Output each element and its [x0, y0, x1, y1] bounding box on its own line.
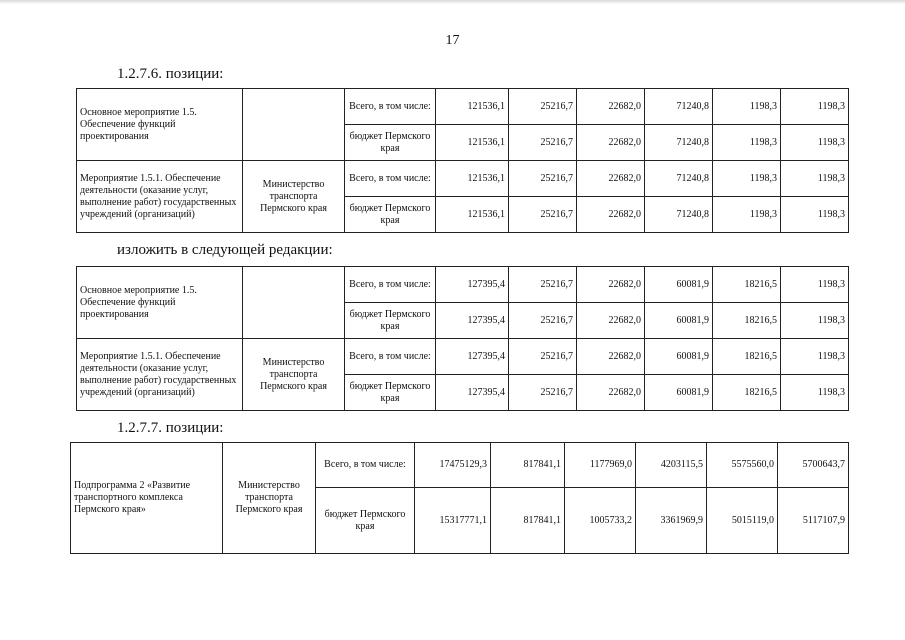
value-cell: 1198,3: [781, 339, 849, 375]
value-cell: 1198,3: [781, 125, 849, 161]
row-name: Основное мероприятие 1.5. Обеспечение функций проектирования: [77, 89, 243, 161]
row-responsible: Министерство транспорта Пермского края: [223, 443, 316, 554]
value-cell: 121536,1: [436, 197, 509, 233]
value-cell: 4203115,5: [636, 443, 707, 488]
value-cell: 22682,0: [577, 197, 645, 233]
value-cell: 121536,1: [436, 125, 509, 161]
value-cell: 22682,0: [577, 267, 645, 303]
row-name: Мероприятие 1.5.1. Обеспечение деятельности (оказание услуг, выполнение работ) государственных учреждений (организаций): [77, 339, 243, 411]
value-cell: 18216,5: [713, 267, 781, 303]
source-label: бюджет Пермского края: [316, 488, 415, 554]
value-cell: 1198,3: [713, 197, 781, 233]
value-cell: 1198,3: [781, 89, 849, 125]
row-name: Мероприятие 1.5.1. Обеспечение деятельности (оказание услуг, выполнение работ) государственных учреждений (организаций): [77, 161, 243, 233]
row-responsible: [243, 267, 345, 339]
value-cell: 22682,0: [577, 161, 645, 197]
source-label: Всего, в том числе:: [345, 161, 436, 197]
heading-new-edition: изложить в следующей редакции:: [117, 242, 333, 258]
value-cell: 22682,0: [577, 339, 645, 375]
table-subprogram: [70, 442, 849, 554]
source-label: Всего, в том числе:: [345, 339, 436, 375]
heading-1-2-7-6: 1.2.7.6. позиции:: [117, 66, 224, 82]
value-cell: 71240,8: [645, 89, 713, 125]
value-cell: 18216,5: [713, 375, 781, 411]
value-cell: 1198,3: [781, 197, 849, 233]
value-cell: 5015119,0: [707, 488, 778, 554]
source-label: Всего, в том числе:: [316, 443, 415, 488]
value-cell: 1177969,0: [565, 443, 636, 488]
value-cell: 25216,7: [509, 303, 577, 339]
value-cell: 71240,8: [645, 197, 713, 233]
value-cell: 5575560,0: [707, 443, 778, 488]
value-cell: 25216,7: [509, 161, 577, 197]
value-cell: 1198,3: [781, 267, 849, 303]
value-cell: 127395,4: [436, 267, 509, 303]
value-cell: 22682,0: [577, 125, 645, 161]
row-responsible: [243, 89, 345, 161]
value-cell: 25216,7: [509, 89, 577, 125]
row-responsible: Министерство транспорта Пермского края: [243, 161, 345, 233]
value-cell: 15317771,1: [415, 488, 491, 554]
value-cell: 60081,9: [645, 375, 713, 411]
value-cell: 25216,7: [509, 125, 577, 161]
value-cell: 60081,9: [645, 303, 713, 339]
value-cell: 127395,4: [436, 339, 509, 375]
value-cell: 22682,0: [577, 303, 645, 339]
table-row: [77, 267, 849, 303]
source-label: Всего, в том числе:: [345, 89, 436, 125]
value-cell: 18216,5: [713, 303, 781, 339]
value-cell: 1198,3: [713, 161, 781, 197]
source-label: бюджет Пермского края: [345, 197, 436, 233]
source-label: бюджет Пермского края: [345, 375, 436, 411]
row-name: Подпрограмма 2 «Развитие транспортного комплекса Пермского края»: [71, 443, 223, 554]
value-cell: 71240,8: [645, 161, 713, 197]
table-old-positions: [76, 88, 849, 233]
value-cell: 1198,3: [781, 161, 849, 197]
source-label: бюджет Пермского края: [345, 303, 436, 339]
source-label: Всего, в том числе:: [345, 267, 436, 303]
value-cell: 1198,3: [713, 89, 781, 125]
table-row: [77, 89, 849, 125]
value-cell: 18216,5: [713, 339, 781, 375]
value-cell: 121536,1: [436, 161, 509, 197]
value-cell: 25216,7: [509, 267, 577, 303]
value-cell: 71240,8: [645, 125, 713, 161]
value-cell: 817841,1: [491, 443, 565, 488]
value-cell: 1005733,2: [565, 488, 636, 554]
source-label: бюджет Пермского края: [345, 125, 436, 161]
table-row: [77, 339, 849, 375]
table-row: [71, 443, 849, 488]
heading-1-2-7-7: 1.2.7.7. позиции:: [117, 420, 224, 436]
value-cell: 127395,4: [436, 303, 509, 339]
value-cell: 22682,0: [577, 89, 645, 125]
page-number: 17: [445, 33, 460, 48]
value-cell: 5700643,7: [778, 443, 849, 488]
value-cell: 5117107,9: [778, 488, 849, 554]
value-cell: 121536,1: [436, 89, 509, 125]
table-row: [77, 161, 849, 197]
value-cell: 25216,7: [509, 197, 577, 233]
table-new-positions: [76, 266, 849, 411]
value-cell: 25216,7: [509, 375, 577, 411]
value-cell: 22682,0: [577, 375, 645, 411]
value-cell: 1198,3: [713, 125, 781, 161]
scan-edge: [0, 0, 905, 4]
value-cell: 60081,9: [645, 339, 713, 375]
value-cell: 60081,9: [645, 267, 713, 303]
value-cell: 25216,7: [509, 339, 577, 375]
value-cell: 1198,3: [781, 375, 849, 411]
row-name: Основное мероприятие 1.5. Обеспечение функций проектирования: [77, 267, 243, 339]
value-cell: 127395,4: [436, 375, 509, 411]
value-cell: 3361969,9: [636, 488, 707, 554]
value-cell: 17475129,3: [415, 443, 491, 488]
value-cell: 817841,1: [491, 488, 565, 554]
value-cell: 1198,3: [781, 303, 849, 339]
row-responsible: Министерство транспорта Пермского края: [243, 339, 345, 411]
